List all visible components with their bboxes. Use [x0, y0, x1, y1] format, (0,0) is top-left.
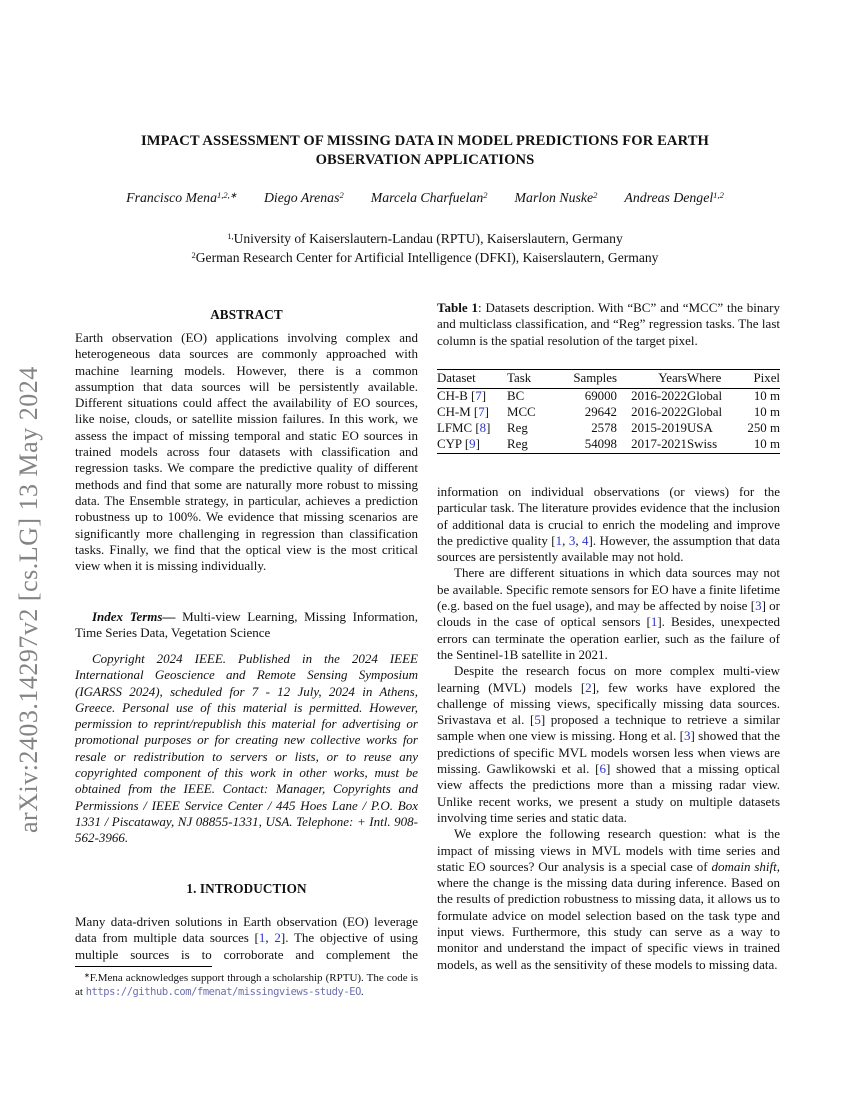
col-header-task: Task: [507, 370, 557, 389]
cell-years: 2016-2022: [631, 405, 687, 420]
citation-link[interactable]: 1: [555, 532, 563, 548]
cell-dataset: CH-B [7]: [437, 389, 487, 404]
cell-dataset: LFMC [8]: [437, 421, 491, 436]
footnote: [75, 966, 418, 1000]
cell-years: 2015-2019: [631, 421, 687, 436]
citation-link[interactable]: 1: [258, 930, 266, 946]
cell-dataset: CYP [9]: [437, 437, 480, 452]
citation-link[interactable]: 3: [683, 728, 691, 744]
cell-samples: 29642: [584, 405, 617, 420]
cell-task: MCC: [507, 405, 536, 420]
cell-dataset: CH-M [7]: [437, 405, 489, 420]
author: Marcela Charfuelan$^2$: [370, 190, 488, 205]
cell-task: Reg: [507, 421, 528, 436]
table-row: [437, 421, 780, 437]
right-column-body: [437, 484, 780, 973]
citation-link[interactable]: 7: [475, 389, 482, 404]
author: Francisco Mena$^{1,2,∗}$: [126, 190, 237, 205]
author: Diego Arenas$^2$: [263, 190, 344, 205]
cell-where: Swiss: [687, 437, 718, 452]
table1: [437, 369, 780, 454]
datasets-table: [437, 369, 780, 454]
table-row: [437, 388, 780, 404]
cell-where: USA: [687, 421, 713, 436]
cell-where: Global: [687, 405, 723, 420]
citation-link[interactable]: 9: [469, 437, 476, 452]
cell-pixel: 10 m: [753, 405, 780, 420]
cell-pixel: 10 m: [753, 437, 780, 452]
citation-link[interactable]: 2: [274, 930, 281, 946]
affiliations: [0, 229, 850, 267]
index-terms: Index Terms— Multi-view Learning, Missing Information, Time Series Data, Vegetation Science: [75, 609, 418, 641]
col-header-where: Where: [687, 370, 739, 389]
col-header-samples: Samples: [557, 370, 617, 389]
paper-title-line2: OBSERVATION APPLICATIONS: [315, 152, 535, 168]
body-paragraph: Despite the research focus on more complex multi-view learning (MVL) models [2], few works have explored the challenge of missing views, specifically missing data sources. Srivastava et al. [5] proposed a technique to retrieve a similar sample when one view is missing. Hong et al. [3] showed that the predictions of specific MVL models worsen less when views are missing. Gawlikowski et al. [6] showed that a missing optical view affects the predictions more than a missing radar view. Unlike recent works, we present a study on multiple datasets involving time series and static data.: [437, 663, 781, 825]
body-paragraph: There are different situations in which data sources may not be available. Specific remote sensors for EO have a finite lifetime (e.g. based on the fuel usage), and may be affected by noise [3] or clouds in the case of optical sensors [1]. Besides, unexpected errors can terminate the operation earlier, such as the failure of the Sentinel-1B satellite in 2021.: [437, 565, 780, 662]
author: Marlon Nuske$^2$: [514, 190, 598, 205]
cell-samples: 69000: [584, 389, 617, 404]
paper-title: [0, 132, 850, 170]
body-paragraph: We explore the following research question: what is the impact of missing views in MVL models with time series and static EO sources? Our analysis is a special case of domain shift, where the change is the missing data during inference. Based on the results of prediction robustness to missing data, it allows us to formulate advice on model selection based on the task type and input views. Furthermore, this study can serve as a way to monitor and understand the impact of specific views in trained models, as well as the sensitivity of these models to missing data.: [437, 826, 780, 972]
citation-link[interactable]: 1: [650, 614, 658, 630]
cell-pixel: 250 m: [747, 421, 780, 436]
cell-years: 2016-2022: [631, 389, 687, 404]
citation-link[interactable]: 3: [755, 598, 762, 614]
paper-title-line1: IMPACT ASSESSMENT OF MISSING DATA IN MODEL PREDICTIONS FOR EARTH: [141, 133, 709, 149]
abstract-text: Earth observation (EO) applications involving complex and heterogeneous data sources are commonly approached with machine learning models. However, there is a common assumption that data sources will be persistently available. Different situations could affect the availability of EO sources, like noise, clouds, or satellite mission failures. In this work, we assess the impact of missing temporal and static EO sources in trained models across four datasets with classification and regression tasks. We compare the predictive quality of different methods and find that some are naturally more robust to missing data. The Ensemble strategy, in particular, achieves a prediction robustness up to 100%. We evidence that missing scenarios are significantly more challenging in regression than classification tasks. Finally, we find that the optical view is the most critical view when it is missing individually.: [75, 330, 418, 574]
table1-caption: Table 1: Datasets description. With “BC” and “MCC” the binary and multiclass classification, and “Reg” regression tasks. The last column is the spatial resolution of the target pixel.: [437, 300, 781, 348]
body-paragraph: information on individual observations (or views) for the particular task. The literature provides evidence that the inclusion of additional data is crucial to enrich the modeling and improve the predictive quality [1, 3, 4]. However, the assumption that data sources are persistently available may not hold.: [437, 484, 780, 565]
author: Andreas Dengel$^{1,2}$: [624, 190, 724, 205]
table-row: [437, 405, 780, 421]
table-header-row: [437, 370, 780, 389]
arxiv-stamp: arXiv:2403.14297v2 [cs.LG] 13 May 2024: [14, 366, 43, 833]
cell-pixel: 10 m: [753, 389, 780, 404]
cell-task: Reg: [507, 437, 528, 452]
citation-link[interactable]: 2: [585, 679, 592, 695]
abstract-heading: ABSTRACT: [210, 307, 283, 322]
table-row: [437, 437, 780, 453]
citation-link[interactable]: 7: [478, 405, 485, 420]
intro-paragraph: Many data-driven solutions in Earth observation (EO) leverage data from multiple data sources [1, 2]. The objective of using multiple sources is to corroborate and complement the: [75, 914, 419, 962]
footnote-text: ∗F.Mena acknowledges support through a scholarship (RPTU). The code is at https://github.com/fmenat/missingviews-study-EO.: [75, 972, 418, 998]
cell-samples: 54098: [584, 437, 617, 452]
col-header-dataset: Dataset: [437, 370, 507, 389]
copyright-notice: Copyright 2024 IEEE. Published in the 2024 IEEE International Geoscience and Remote Sensing Symposium (IGARSS 2024), scheduled for 7 - 12 July, 2024 in Athens, Greece. Personal use of this material is permitted. However, permission to reprint/republish this material for advertising or promotional purposes or for creating new collective works for resale or redistribution to servers or lists, or to reuse any copyrighted component of this work in other works, must be obtained from the IEEE. Contact: Manager, Copyrights and Permissions / IEEE Service Center / 445 Hoes Lane / P.O. Box 1331 / Piscataway, NJ 08855-1331, USA. Telephone: + Intl. 908-562-3966.: [75, 651, 418, 846]
cell-samples: 2578: [591, 421, 617, 436]
cell-task: BC: [507, 389, 525, 404]
affiliation: $^{1,}$University of Kaiserslautern-Landau (RPTU), Kaiserslautern, Germany: [227, 231, 623, 246]
citation-link[interactable]: 4: [582, 532, 589, 548]
citation-link[interactable]: 5: [534, 712, 541, 728]
cell-years: 2017-2021: [631, 437, 687, 452]
citation-link[interactable]: 6: [599, 761, 606, 777]
footnote-rule: [75, 966, 212, 967]
col-header-years: Years: [617, 370, 687, 389]
affiliation: $^2$German Research Center for Artificial Intelligence (DFKI), Kaiserslautern, Germany: [191, 250, 659, 265]
citation-link[interactable]: 8: [479, 421, 487, 436]
citation-link[interactable]: 3: [568, 532, 576, 548]
col-header-pixel: Pixel: [739, 370, 780, 389]
code-repo-link[interactable]: https://github.com/fmenat/missingviews-study-EO: [85, 985, 361, 998]
section-heading-introduction: 1. INTRODUCTION: [186, 881, 307, 896]
cell-where: Global: [687, 389, 723, 404]
author-list: [0, 190, 850, 206]
